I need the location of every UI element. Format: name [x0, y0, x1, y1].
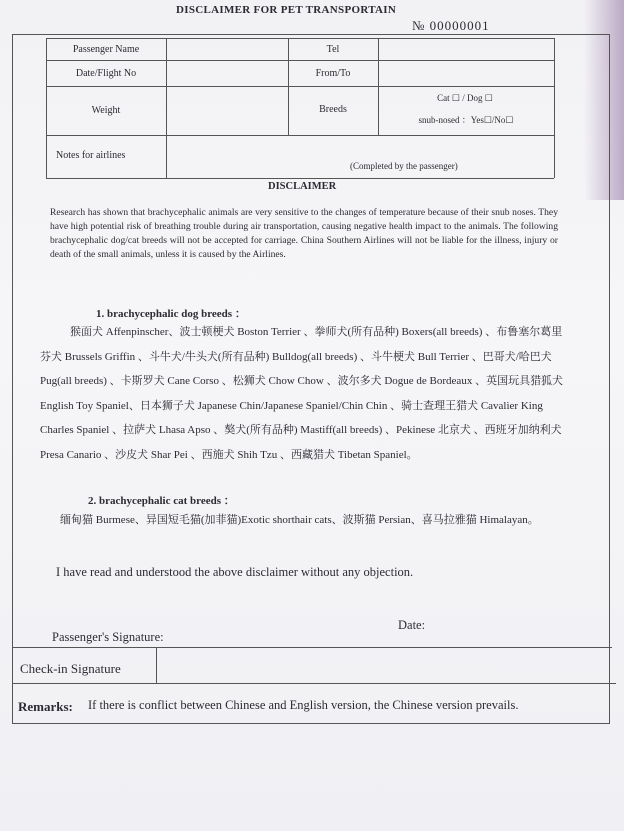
remarks-divider: [12, 683, 616, 684]
table-line: [46, 135, 554, 136]
table-line: [378, 38, 379, 135]
breeds-label: Breeds: [319, 104, 347, 115]
passenger-name-field[interactable]: [168, 40, 286, 60]
disclaimer-heading: DISCLAIMER: [268, 181, 337, 192]
from-to-field[interactable]: [380, 62, 552, 84]
snub-nosed-checkbox-line[interactable]: snub-nosed ：Yes☐/No☐: [418, 115, 514, 125]
checkin-signature-label: Check-in Signature: [20, 661, 121, 676]
table-line: [554, 38, 555, 178]
table-line: [166, 38, 167, 178]
weight-label: Weight: [91, 105, 121, 116]
disclaimer-paragraph: Research has shown that brachycephalic animals are very sensitive to the changes of temperature because of their snub noses. They have high potential risk of breathing trouble during air transportation, causing negative health impact to the animals. The following brachycephalic dog/cat breeds will not be accepted for carriage. China Southern Airlines will not be liable for the illness, injury or death of the small animals, unless it is caused by the Airlines.: [50, 207, 558, 260]
tel-label: Tel: [326, 44, 340, 55]
table-line: [46, 38, 47, 178]
cat-dog-checkbox-line[interactable]: Cat ☐ / Dog ☐: [437, 93, 493, 103]
signature-divider: [156, 647, 157, 683]
table-line: [46, 38, 554, 39]
checkin-signature-field[interactable]: [160, 650, 600, 680]
passenger-name-label: Passenger Name: [72, 44, 140, 55]
cat-breeds-heading: 2. brachycephalic cat breeds ：: [88, 495, 235, 507]
notes-label: Notes for airlines: [56, 150, 126, 161]
signature-divider: [12, 647, 612, 648]
from-to-label: From/To: [315, 68, 351, 79]
weight-field[interactable]: [168, 88, 286, 133]
passenger-signature-label: Passenger's Signature:: [52, 630, 164, 644]
table-line: [46, 178, 554, 179]
date-flight-label: Date/Flight No: [75, 68, 137, 79]
completed-note: (Completed by the passenger): [350, 161, 458, 171]
passenger-signature-field[interactable]: [200, 622, 380, 644]
table-line: [46, 86, 554, 87]
date-flight-field[interactable]: [168, 62, 286, 84]
remarks-text: If there is conflict between Chinese and English version, the Chinese version prevails.: [88, 698, 519, 712]
acknowledgement-text: I have read and understood the above disclaimer without any objection.: [56, 565, 414, 579]
document-title: DISCLAIMER FOR PET TRANSPORTAIN: [176, 4, 397, 16]
dog-breeds-heading: 1. brachycephalic dog breeds ：: [96, 308, 246, 320]
tel-field[interactable]: [380, 40, 552, 60]
table-line: [288, 38, 289, 135]
serial-number: № 00000001: [412, 18, 490, 33]
date-label: Date:: [398, 618, 426, 632]
dog-breeds-list: 猴面犬 Affenpinscher、波士顿梗犬 Boston Terrier 、拳师犬(所有品种) Boxers(all breeds) 、布鲁塞尔葛里芬犬 Brussels Griffin 、斗牛犬/牛头犬(所有品种) Bulldog(all breeds) 、斗牛梗犬 Bull Terrier 、巴哥犬/哈巴犬 Pug(all breeds) 、卡斯罗犬 Cane Corso 、松狮犬 Chow Chow 、波尔多犬 Dogue de Bordeaux 、英国玩具猎狐犬 English Toy Spaniel、日本狮子犬 Japanese Chin/Japanese Spaniel/Chin Chin 、骑士查理王猎犬 Cavalier King Charles Spaniel 、拉萨犬 Lhasa Apso 、獒犬(所有品种) Mastiff(all breeds) 、Pekinese 北京犬 、西班牙加纳利犬 Presa Canario 、沙皮犬 Shar Pei 、西施犬 Shih Tzu 、西藏猎犬 Tibetan Spaniel。: [40, 326, 564, 461]
table-line: [46, 60, 554, 61]
cat-breeds-list: 缅甸猫 Burmese、异国短毛猫(加菲猫)Exotic shorthair cats、波斯猫 Persian、喜马拉雅猫 Himalayan。: [60, 514, 539, 526]
remarks-label: Remarks:: [18, 699, 73, 714]
